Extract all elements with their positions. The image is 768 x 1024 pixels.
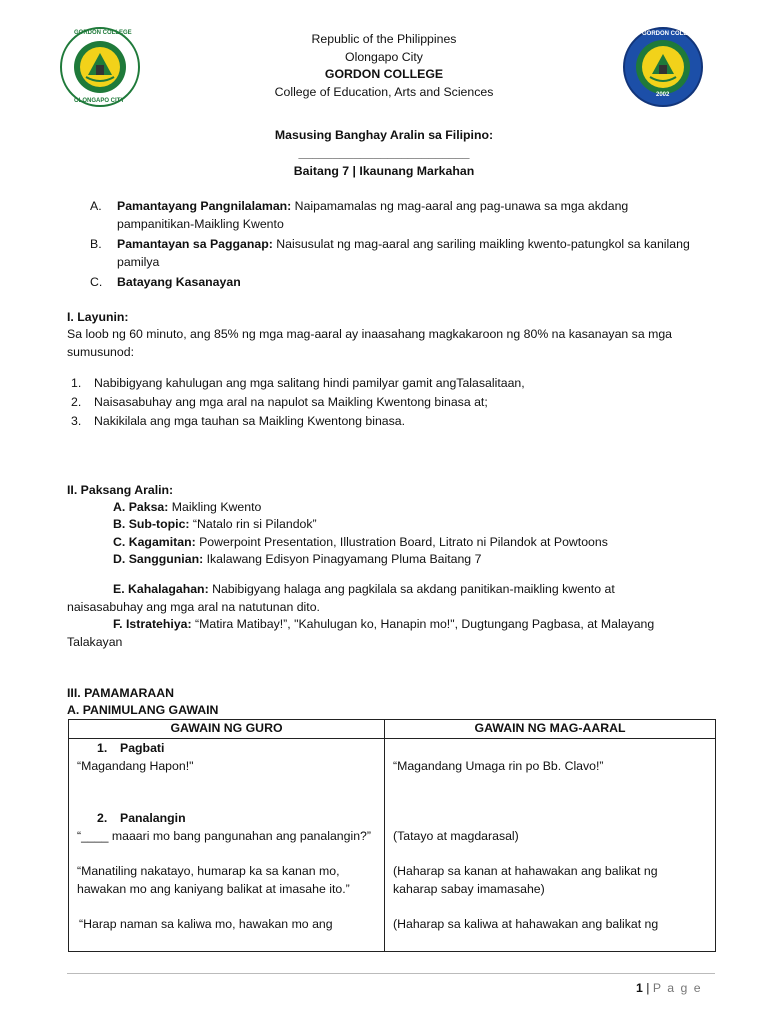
- pamamaraan-heading: III. PAMAMARAAN: [67, 686, 175, 700]
- guro-greeting: “Magandang Hapon!": [77, 759, 194, 773]
- page-number: 1: [636, 981, 643, 995]
- kahalagahan-label: E. Kahalagahan:: [113, 582, 209, 596]
- kahalagahan-text: Nabibigyang halaga ang pagkilala sa akdang panitikan-maikling kwento at: [208, 582, 615, 596]
- header-college: GORDON COLLEGE: [324, 67, 444, 81]
- objective-1: Nabibigyang kahulugan ang mga salitang hindi pamilyar gamit angTalasalitaan,: [94, 376, 525, 390]
- objective-2: Naisasabuhay ang mga aral na napulot sa Maikling Kwentong binasa at;: [94, 395, 488, 409]
- kahalagahan-line: [113, 582, 615, 596]
- right-seal-text-top: GORDON COLLEGE: [642, 31, 700, 37]
- sanggunian-label: D. Sanggunian:: [113, 552, 204, 566]
- istratehiya-line: [113, 617, 654, 631]
- footer-divider: [67, 973, 715, 974]
- standard-a-label: Pamantayang Pangnilalaman:: [117, 199, 292, 213]
- page-separator: |: [642, 981, 653, 995]
- header-department: College of Education, Arts and Sciences: [274, 85, 494, 99]
- mag-aaral-cell: [385, 739, 716, 952]
- objective-3-num: 3.: [71, 414, 82, 428]
- kahalagahan-cont: naisasabuhay ang mga aral na natutunan dito.: [67, 600, 320, 614]
- title-blank-line: _________________________: [298, 146, 470, 160]
- paksang-heading: II. Paksang Aralin:: [67, 483, 174, 497]
- istratehiya-cont: Talakayan: [67, 635, 123, 649]
- sanggunian-text: Ikalawang Edisyon Pinagyamang Pluma Baitang 7: [203, 552, 482, 566]
- right-seal-year: 2002: [656, 92, 670, 98]
- col-header-mag-aaral: GAWAIN NG MAG-AARAL: [385, 720, 716, 739]
- lesson-plan-title: Masusing Banghay Aralin sa Filipino:: [274, 128, 494, 142]
- paksa-text: Maikling Kwento: [168, 500, 262, 514]
- page-footer: [636, 981, 702, 995]
- header-republic: Republic of the Philippines: [311, 32, 457, 46]
- panalangin-num: 2.: [97, 811, 108, 825]
- layunin-heading: I. Layunin:: [67, 310, 129, 324]
- table-row: [69, 739, 716, 952]
- header-city: Olongapo City: [345, 50, 423, 64]
- standard-b-label: Pamantayan sa Pagganap:: [117, 237, 273, 251]
- istratehiya-label: F. Istratehiya:: [113, 617, 192, 631]
- objective-1-num: 1.: [71, 376, 82, 390]
- left-seal-text-top: GORDON COLLEGE: [74, 30, 132, 36]
- standard-a-cont: pampanitikan-Maikling Kwento: [117, 217, 284, 231]
- mag-greeting-reply: “Magandang Umaga rin po Bb. Clavo!”: [393, 759, 604, 773]
- standard-a-text: Naipamamalas ng mag-aaral ang pag-unawa sa mga akdang: [291, 199, 629, 213]
- standard-b-text: Naisusulat ng mag-aaral ang sariling maikling kwento-patungkol sa kanilang: [272, 237, 690, 251]
- mag-response-right-1: (Haharap sa kanan at hahawakan ang balikat ng: [393, 864, 658, 878]
- guro-instruction-left: “Harap naman sa kaliwa mo, hawakan mo ang: [79, 917, 333, 931]
- standard-b: [117, 237, 690, 251]
- sanggunian-line: [113, 552, 481, 566]
- layunin-intro-2: sumusunod:: [67, 345, 134, 359]
- standard-a: [117, 199, 628, 213]
- mag-response-right-2: kaharap sabay imamasahe): [393, 882, 545, 896]
- gawain-table: [68, 719, 716, 952]
- kagamitan-text: Powerpoint Presentation, Illustration Board, Litrato ni Pilandok at Powtoons: [195, 535, 608, 549]
- panalangin-label: Panalangin: [120, 811, 186, 825]
- mag-response-left: (Haharap sa kaliwa at hahawakan ang balikat ng: [393, 917, 659, 931]
- kagamitan-label: C. Kagamitan:: [113, 535, 196, 549]
- subtopic-line: [113, 517, 317, 531]
- subtopic-label: B. Sub-topic:: [113, 517, 190, 531]
- guro-instruction-right-1: “Manatiling nakatayo, humarap ka sa kanan mo,: [77, 864, 340, 878]
- objective-2-num: 2.: [71, 395, 82, 409]
- standard-c-letter: C.: [90, 275, 103, 289]
- pagbati-label: Pagbati: [120, 741, 165, 755]
- pagbati-num: 1.: [97, 741, 108, 755]
- left-seal-text-bottom: OLONGAPO CITY: [74, 98, 125, 104]
- mag-prayer: (Tatayo at magdarasal): [393, 829, 519, 843]
- kagamitan-line: [113, 535, 608, 549]
- page-label: P a g e: [652, 981, 703, 995]
- grade-quarter: Baitang 7 | Ikaunang Markahan: [293, 164, 475, 178]
- objective-3: Nakikilala ang mga tauhan sa Maikling Kwentong binasa.: [94, 414, 406, 428]
- istratehiya-text: “Matira Matibay!”, "Kahulugan ko, Hanapin mo!", Dugtungang Pagbasa, at Malayang: [191, 617, 655, 631]
- paksa-line: [113, 500, 261, 514]
- guro-instruction-right-2: hawakan mo ang kaniyang balikat at imasahe ito.”: [77, 882, 350, 896]
- guro-cell: [69, 739, 385, 952]
- standard-b-cont: pamilya: [117, 255, 160, 269]
- subtopic-text: “Natalo rin si Pilandok”: [189, 517, 317, 531]
- panimulang-gawain-heading: A. PANIMULANG GAWAIN: [67, 703, 219, 717]
- table-header-row: [69, 720, 716, 739]
- standard-c-label: Batayang Kasanayan: [117, 275, 241, 289]
- standard-a-letter: A.: [90, 199, 102, 213]
- layunin-intro-1: Sa loob ng 60 minuto, ang 85% ng mga mag-aaral ay inaasahang magkakaroon ng 80% na kasanayan sa mga: [67, 327, 672, 341]
- paksa-label: A. Paksa:: [113, 500, 169, 514]
- standard-b-letter: B.: [90, 237, 102, 251]
- col-header-guro: GAWAIN NG GURO: [69, 720, 385, 739]
- guro-prayer-request: “____ maaari mo bang pangunahan ang panalangin?”: [77, 829, 371, 843]
